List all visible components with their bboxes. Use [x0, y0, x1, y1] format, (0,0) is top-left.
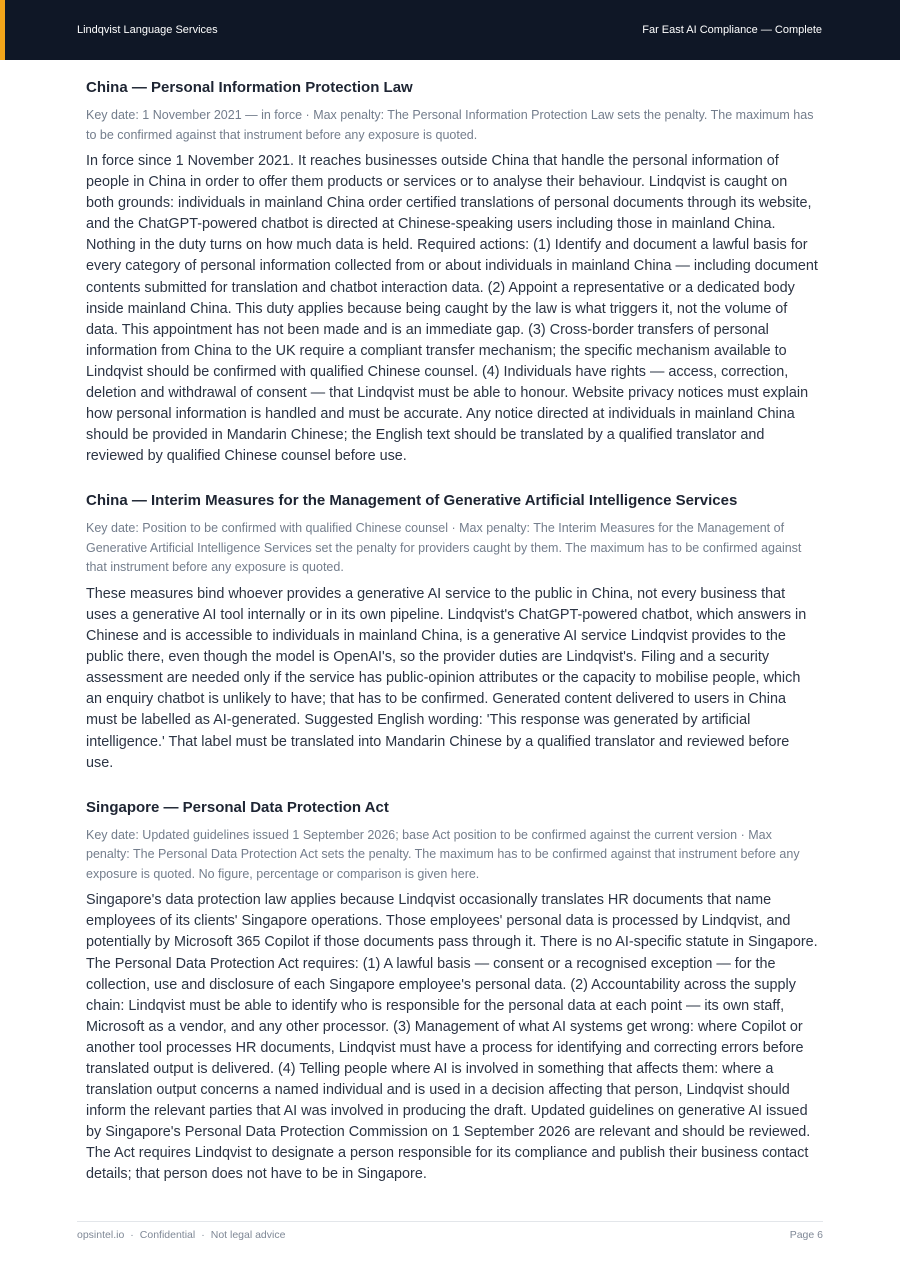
- section-meta: Key date: Updated guidelines issued 1 September 2026; base Act position to be confirmed against the current version · Max penalty: The Personal Data Protection Act sets the penalty. The maximum has to be confirmed against that instrument before any exposure is quoted. No figure, percentage or comparison is given here.: [86, 827, 800, 881]
- footer-confidential: Confidential: [139, 1229, 196, 1241]
- footer-separator: ·: [130, 1229, 134, 1241]
- footer-disclaimer: Not legal advice: [210, 1229, 286, 1241]
- section-china-genai: [86, 491, 818, 773]
- footer-separator: ·: [201, 1229, 205, 1241]
- section-china-pipl: [86, 78, 818, 467]
- footer-left: [77, 1229, 285, 1241]
- section-body: Singapore's data protection law applies because Lindqvist occasionally translates HR documents that name employees of its clients' Singapore operations. Those employees' personal data is processed by Lindqvist, and potentially by Microsoft 365 Copilot if those documents pass through it. There is no AI-specific statute in Singapore. The Personal Data Protection Act requires: (1) A lawful basis — consent or a recognised exception — for the collection, use and disclosure of each Singapore employee's personal data. (2) Accountability across the supply chain: Lindqvist must be able to identify who is responsible for the personal data at each point — its own staff, Microsoft as a vendor, and any other processor. (3) Management of what AI systems get wrong: where Copilot or another tool processes HR documents, Lindqvist must have a process for identifying and correcting errors before translated output is delivered. (4) Telling people where AI is involved in something that affects them: where a translation output concerns a named individual and is used in a decision affecting that person, Lindqvist should inform the relevant parties that AI was involved in producing the draft. Updated guidelines on generative AI issued by Singapore's Personal Data Protection Commission on 1 September 2026 are relevant and should be reviewed. The Act requires Lindqvist to designate a person responsible for its compliance and publish their business contact details; that person does not have to be in Singapore.: [86, 892, 818, 1183]
- section-title: China — Personal Information Protection Law: [86, 79, 413, 96]
- document-title: Far East AI Compliance — Complete: [642, 24, 822, 36]
- section-meta: Key date: 1 November 2021 — in force · Max penalty: The Personal Information Protection Law sets the penalty. The maximum has to be confirmed against that instrument before any exposure is quoted.: [86, 108, 814, 142]
- page-header: [0, 0, 900, 60]
- footer-site: opsintel.io: [77, 1229, 125, 1241]
- page-footer: [77, 1221, 823, 1252]
- section-title: Singapore — Personal Data Protection Act: [86, 798, 389, 816]
- page-number: Page 6: [789, 1229, 823, 1241]
- section-body: In force since 1 November 2021. It reaches businesses outside China that handle the personal information of people in China in order to offer them products or services or to analyse their behaviour. Lindqvist is caught on both grounds: individuals in mainland China order certified translations of personal documents through its website, and the ChatGPT-powered chatbot is directed at Chinese-speaking users including those in mainland China. Nothing in the duty turns on how much data is held. Required actions: (1) Identify and document a lawful basis for every category of personal information collected from or about individuals in mainland China — including document contents submitted for translation and chatbot interaction data. (2) Appoint a representative or a dedicated body inside mainland China. This duty applies because being caught by the law is what triggers it, not the volume of data. This appointment has not been made and is an immediate gap. (3) Cross-border transfers of personal information from China to the UK require a compliant transfer mechanism; the specific mechanism available to Lindqvist should be confirmed with qualified Chinese counsel. (4) Individuals have rights — access, correction, deletion and withdrawal of consent — that Lindqvist must be able to honour. Website privacy notices must explain how personal information is handled and must be accurate. Any notice directed at individuals in mainland China should be provided in Mandarin Chinese; the English text should be translated by a qualified translator and reviewed by qualified Chinese counsel before use.: [86, 153, 818, 465]
- section-body: These measures bind whoever provides a generative AI service to the public in China, not every business that uses a generative AI tool internally or in its own pipeline. Lindqvist's ChatGPT-powered chatbot, which answers in Chinese and is accessible to individuals in mainland China, is a generative AI service Lindqvist provides to the public there, even though the model is OpenAI's, so the provider duties are Lindqvist's. Filing and a security assessment are needed only if the service has public-opinion attributes or the capacity to mobilise people, which an enquiry chatbot is unlikely to have; that has to be confirmed. Generated content delivered to users in China must be labelled as AI-generated. Suggested English wording: 'This response was generated by artificial intelligence.' That label must be translated into Mandarin Chinese by a qualified translator and reviewed before use.: [86, 585, 807, 771]
- section-meta: Key date: Position to be confirmed with qualified Chinese counsel · Max penalty: The Interim Measures for the Management of Generative Artificial Intelligence Services set the penalty for providers caught by them. The maximum has to be confirmed against that instrument before any exposure is quoted.: [86, 521, 802, 575]
- company-name: Lindqvist Language Services: [77, 24, 218, 36]
- section-title: China — Interim Measures for the Management of Generative Artificial Intelligence Services: [86, 492, 738, 510]
- document-content: [86, 78, 818, 1210]
- section-singapore-pdpa: [86, 798, 818, 1186]
- header-accent-bar: [0, 0, 5, 60]
